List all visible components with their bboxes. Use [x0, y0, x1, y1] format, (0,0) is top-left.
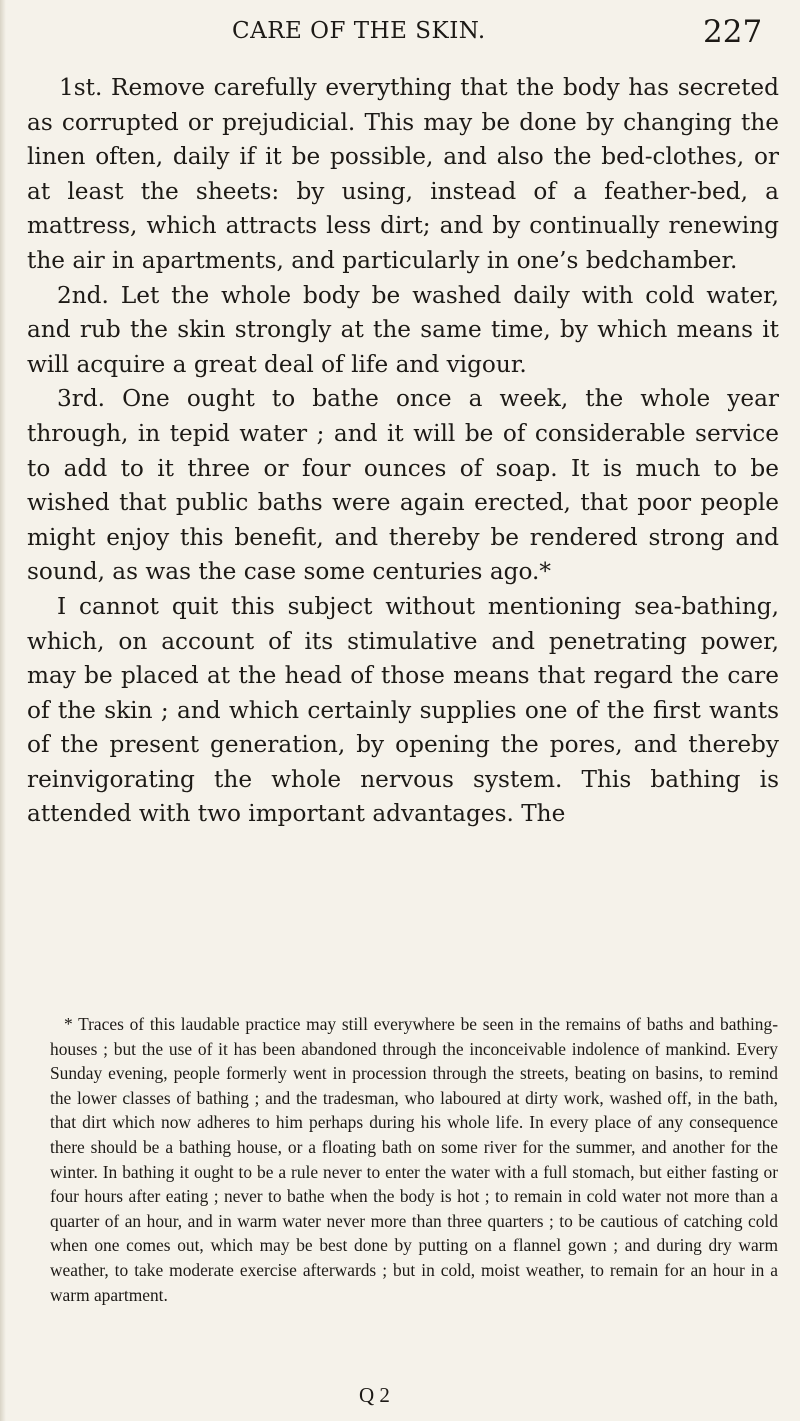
page-number: 227 — [703, 14, 763, 50]
running-head: CARE OF THE SKIN. — [232, 18, 486, 44]
footnote-text: * Traces of this laudable practice may still everywhere be seen in the remains of baths and bathing-houses ; but the use of it has been abandoned through the inconceivable indolence of mankind. Every Sunday evening, people formerly went in procession through the streets, beating on basins, to remind the lower classes of bathing ; and the tradesman, who laboured at dirty work, washed off, in the bath, that dirt which now adheres to him perhaps during his whole life. In every place of any consequence there should be a bathing house, or a floating bath on some river for the summer, and another for the winter. In bathing it ought to be a rule never to enter the water with a full stomach, but either fasting or four hours after eating ; never to bathe when the body is hot ; to remain in cold water not more than a quarter of an hour, and in warm water never more than three quarters ; to be cautious of catching cold when one comes out, which may be best done by putting on a flannel gown ; and during dry warm weather, to take moderate exercise afterwards ; but in cold, moist weather, to remain for an hour in a warm apartment. — [50, 1014, 778, 1305]
paragraph-1st: 1st. Remove carefully everything that the body has secreted as corrupted or prejudicial. This may be done by changing the linen often, daily if it be possible, and also the bed-clothes, or at least the sheets: by using, instead of a feather-bed, a mattress, which attracts less dirt; and by continually renewing the air in apartments, and particularly in one’s bedchamber. — [27, 74, 779, 274]
page-edge — [0, 0, 6, 1421]
paragraph-3rd: 3rd. One ought to bathe once a week, the whole year through, in tepid water ; and it will be of considerable service to add to it three or four ounces of soap. It is much to be wished that public baths were again erected, that poor people might enjoy this benefit, and thereby be rendered strong and sound, as was the case some centuries ago.* — [27, 385, 779, 586]
page-header — [0, 14, 800, 54]
footnote — [50, 1012, 778, 1307]
paragraph-2nd: 2nd. Let the whole body be washed daily with cold water, and rub the skin strongly at the same time, by which means it will acquire a great deal of life and vigour. — [27, 281, 779, 378]
signature-mark: Q 2 — [359, 1383, 390, 1407]
body-text — [27, 71, 779, 832]
paragraph-sea-bathing: I cannot quit this subject without mentioning sea-bathing, which, on account of its stimulative and penetrating power, may be placed at the head of those means that regard the care of the skin ; and which certainly supplies one of the first wants of the present generation, by opening the pores, and thereby reinvigorating the whole nervous system. This bathing is attended with two important advantages. The — [27, 592, 779, 828]
